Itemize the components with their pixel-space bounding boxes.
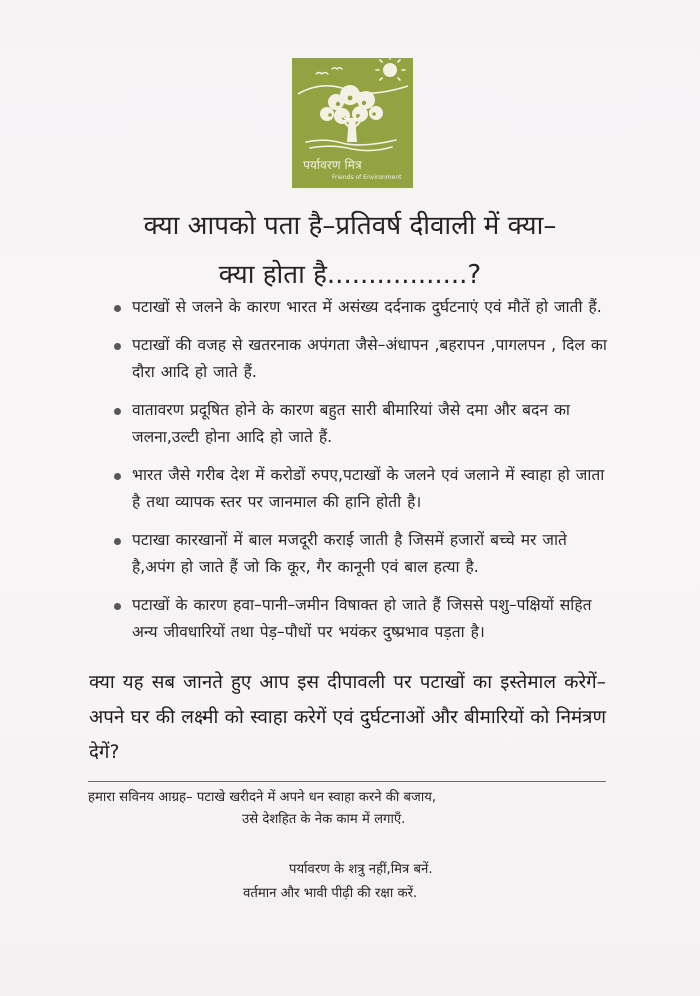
appeal-line-1: हमारा सविनय आग्रह– पटाखे खरीदने में अपने धन स्वाहा करने की बजाय,: [88, 790, 437, 805]
closing-line-1: पर्यावरण के शत्रु नहीं,मित्र बनें.: [289, 862, 433, 877]
friends-of-environment-logo: [292, 58, 413, 188]
logo-title: पर्यावरण मित्र: [303, 158, 362, 172]
fact-item: पटाखा कारखानों में बाल मजदूरी कराई जाती है जिसमें हजारों बच्चे मर जाते है,अपंग हो जाते हैं जो कि कूर, गैर कानूनी एवं बाल हत्या है.: [132, 527, 614, 581]
facts-list: [114, 294, 614, 657]
fact-item: पटाखों के कारण हवा–पानी–जमीन विषाक्त हो जाते हैं जिससे पशु–पक्षियों सहित अन्य जीवधारियों तथा पेड़–पौधों पर भयंकर दुष्प्रभाव पड़ता है।: [132, 592, 614, 646]
appeal-line-2: उसे देशहित के नेक काम में लगाएँ.: [242, 812, 406, 827]
closing-line-2: वर्तमान और भावी पीढ़ी की रक्षा करें.: [243, 886, 418, 901]
divider: [88, 781, 606, 782]
fact-item: पटाखों से जलने के कारण भारत में असंख्य दर्दनाक दुर्घटनाएं एवं मौतें हो जाती हैं.: [132, 294, 614, 321]
fact-item: पटाखों की वजह से खतरनाक अपंगता जैसे–अंधापन ,बहरापन ,पागलपन , दिल का दौरा आदि हो जाते हैं.: [132, 332, 614, 386]
fact-item: भारत जैसे गरीब देश में करोडों रुपए,पटाखों के जलने एवं जलाने में स्वाहा हो जाता है तथा व्यापक स्तर पर जानमाल की हानि होती है।: [132, 462, 614, 516]
call-question: क्या यह सब जानते हुए आप इस दीपावली पर पटाखों का इस्तेमाल करेगें–अपने घर की लक्ष्मी को स्वाहा करेगें एवं दुर्घटनाओं और बीमारियों को निमंत्रण देगें?: [89, 672, 606, 763]
logo-subtitle: Friends of Environment: [332, 174, 402, 181]
fact-item: वातावरण प्रदूषित होने के कारण बहुत सारी बीमारियां जैसे दमा और बदन का जलना,उल्टी होना आदि हो जाते हैं.: [132, 397, 614, 451]
headline-line-2: क्या होता है.................?: [218, 260, 482, 290]
headline-line-1: क्या आपको पता है–प्रतिवर्ष दीवाली में क्या–: [143, 211, 557, 241]
